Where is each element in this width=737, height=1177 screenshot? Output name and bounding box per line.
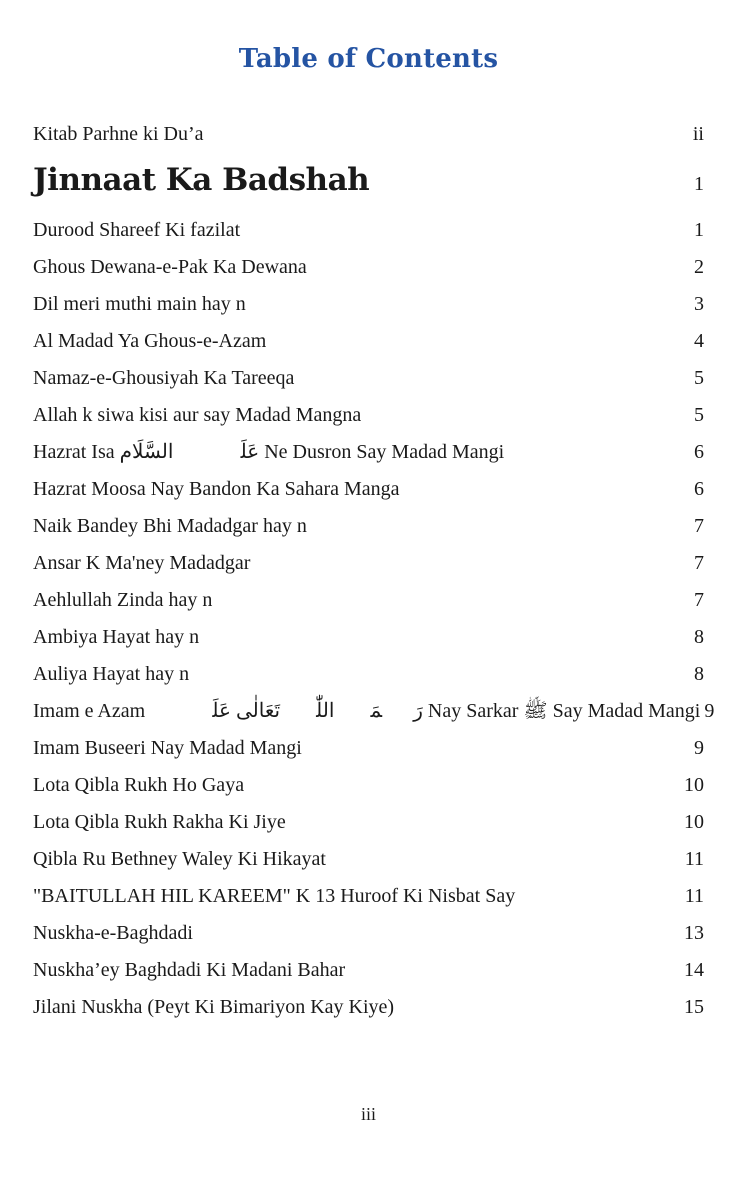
toc-entry-page: 14 bbox=[684, 959, 704, 981]
toc-entry-title[interactable]: Jinnaat Ka Badshah bbox=[33, 162, 370, 198]
toc-entry-page: 7 bbox=[694, 552, 704, 574]
toc-entry[interactable] bbox=[33, 582, 704, 619]
toc-entry-title[interactable]: Hazrat Moosa Nay Bandon Ka Sahara Manga bbox=[33, 478, 400, 500]
toc-entry-page: 7 bbox=[694, 589, 704, 611]
toc-entry[interactable] bbox=[33, 730, 704, 767]
page-number: iii bbox=[360, 1104, 376, 1124]
toc-entry-title[interactable]: Auliya Hayat hay n bbox=[33, 663, 190, 685]
toc-entry-title[interactable]: Jilani Nuskha (Peyt Ki Bimariyon Kay Kiye) bbox=[33, 996, 395, 1018]
toc-entry-page: 9 bbox=[694, 737, 704, 759]
toc-entry-title[interactable]: Ghous Dewana-e-Pak Ka Dewana bbox=[33, 256, 307, 278]
toc-entry-title[interactable]: Al Madad Ya Ghous-e-Azam bbox=[33, 330, 267, 352]
toc-entry[interactable] bbox=[33, 508, 704, 545]
toc-entry-page: 6 bbox=[694, 441, 704, 463]
toc-entry[interactable] bbox=[33, 878, 704, 915]
toc-entry[interactable] bbox=[33, 249, 704, 286]
toc-entry-page: 9 bbox=[704, 700, 715, 722]
toc-entry[interactable] bbox=[33, 323, 704, 360]
toc-entry[interactable] bbox=[33, 116, 704, 152]
toc-entry-page: 11 bbox=[684, 848, 704, 870]
toc-entry-page: 1 bbox=[694, 173, 704, 195]
toc-entry-page: 1 bbox=[694, 219, 704, 241]
toc-entry[interactable] bbox=[33, 152, 704, 212]
toc-entry[interactable] bbox=[33, 767, 704, 804]
toc-entry[interactable] bbox=[33, 693, 715, 730]
toc-entry[interactable] bbox=[33, 989, 704, 1026]
toc-entry-page: 10 bbox=[684, 774, 704, 796]
toc-entry[interactable] bbox=[33, 619, 704, 656]
toc-entry-title[interactable]: Allah k siwa kisi aur say Madad Mangna bbox=[33, 404, 362, 426]
toc-entry-title[interactable]: Imam Buseeri Nay Madad Mangi bbox=[33, 737, 302, 759]
toc-entry-title[interactable]: Imam e Azam رَحۡمَۃُ اللّٰہِ تَعَالٰی عَلَیۡہِ Nay Sarkar ﷺ Say Madad Mangi bbox=[33, 700, 701, 722]
toc-entry-page: 10 bbox=[684, 811, 704, 833]
toc-entry[interactable] bbox=[33, 545, 704, 582]
toc-entry[interactable] bbox=[33, 841, 704, 878]
table-of-contents bbox=[33, 116, 715, 1026]
toc-entry-title[interactable]: Aehlullah Zinda hay n bbox=[33, 589, 213, 611]
toc-entry[interactable] bbox=[33, 952, 704, 989]
toc-entry-title[interactable]: Ansar K Ma'ney Madadgar bbox=[33, 552, 251, 574]
toc-entry[interactable] bbox=[33, 656, 704, 693]
toc-entry-page: 8 bbox=[694, 626, 704, 648]
toc-entry-page: 8 bbox=[694, 663, 704, 685]
toc-entry[interactable] bbox=[33, 212, 704, 249]
toc-entry[interactable] bbox=[33, 471, 704, 508]
toc-entry-page: 5 bbox=[694, 404, 704, 426]
toc-entry[interactable] bbox=[33, 804, 704, 841]
toc-entry-page: 15 bbox=[684, 996, 704, 1018]
toc-entry-title[interactable]: Dil meri muthi main hay n bbox=[33, 293, 246, 315]
toc-entry-title[interactable]: Ambiya Hayat hay n bbox=[33, 626, 200, 648]
toc-entry-page: ii bbox=[692, 123, 704, 145]
toc-entry[interactable] bbox=[33, 397, 704, 434]
toc-entry-page: 7 bbox=[694, 515, 704, 537]
toc-entry-page: 13 bbox=[684, 922, 704, 944]
toc-entry-page: 2 bbox=[694, 256, 704, 278]
toc-entry-page: 11 bbox=[684, 885, 704, 907]
toc-entry-title[interactable]: Naik Bandey Bhi Madadgar hay n bbox=[33, 515, 307, 537]
toc-entry-page: 6 bbox=[694, 478, 704, 500]
toc-entry-title[interactable]: Qibla Ru Bethney Waley Ki Hikayat bbox=[33, 848, 326, 870]
toc-entry-title[interactable]: Durood Shareef Ki fazilat bbox=[33, 219, 241, 241]
toc-entry-title[interactable]: Hazrat Isa عَلَیۡہِ السَّلَام Ne Dusron Say Madad Mangi bbox=[33, 441, 505, 463]
toc-entry[interactable] bbox=[33, 286, 704, 323]
toc-entry[interactable] bbox=[33, 915, 704, 952]
page-title: Table of Contents bbox=[238, 44, 499, 74]
toc-entry-title[interactable]: Lota Qibla Rukh Ho Gaya bbox=[33, 774, 245, 796]
toc-entry-title[interactable]: "BAITULLAH HIL KAREEM" K 13 Huroof Ki Nisbat Say bbox=[33, 885, 516, 907]
toc-entry-title[interactable]: Namaz-e-Ghousiyah Ka Tareeqa bbox=[33, 367, 295, 389]
toc-entry-title[interactable]: Nuskha-e-Baghdadi bbox=[33, 922, 193, 944]
toc-entry-page: 4 bbox=[694, 330, 704, 352]
toc-entry[interactable] bbox=[33, 434, 704, 471]
toc-entry-page: 3 bbox=[694, 293, 704, 315]
toc-entry[interactable] bbox=[33, 360, 704, 397]
toc-entry-title[interactable]: Lota Qibla Rukh Rakha Ki Jiye bbox=[33, 811, 286, 833]
toc-entry-title[interactable]: Kitab Parhne ki Du’a bbox=[33, 123, 204, 145]
toc-entry-page: 5 bbox=[694, 367, 704, 389]
toc-entry-title[interactable]: Nuskha’ey Baghdadi Ki Madani Bahar bbox=[33, 959, 346, 981]
